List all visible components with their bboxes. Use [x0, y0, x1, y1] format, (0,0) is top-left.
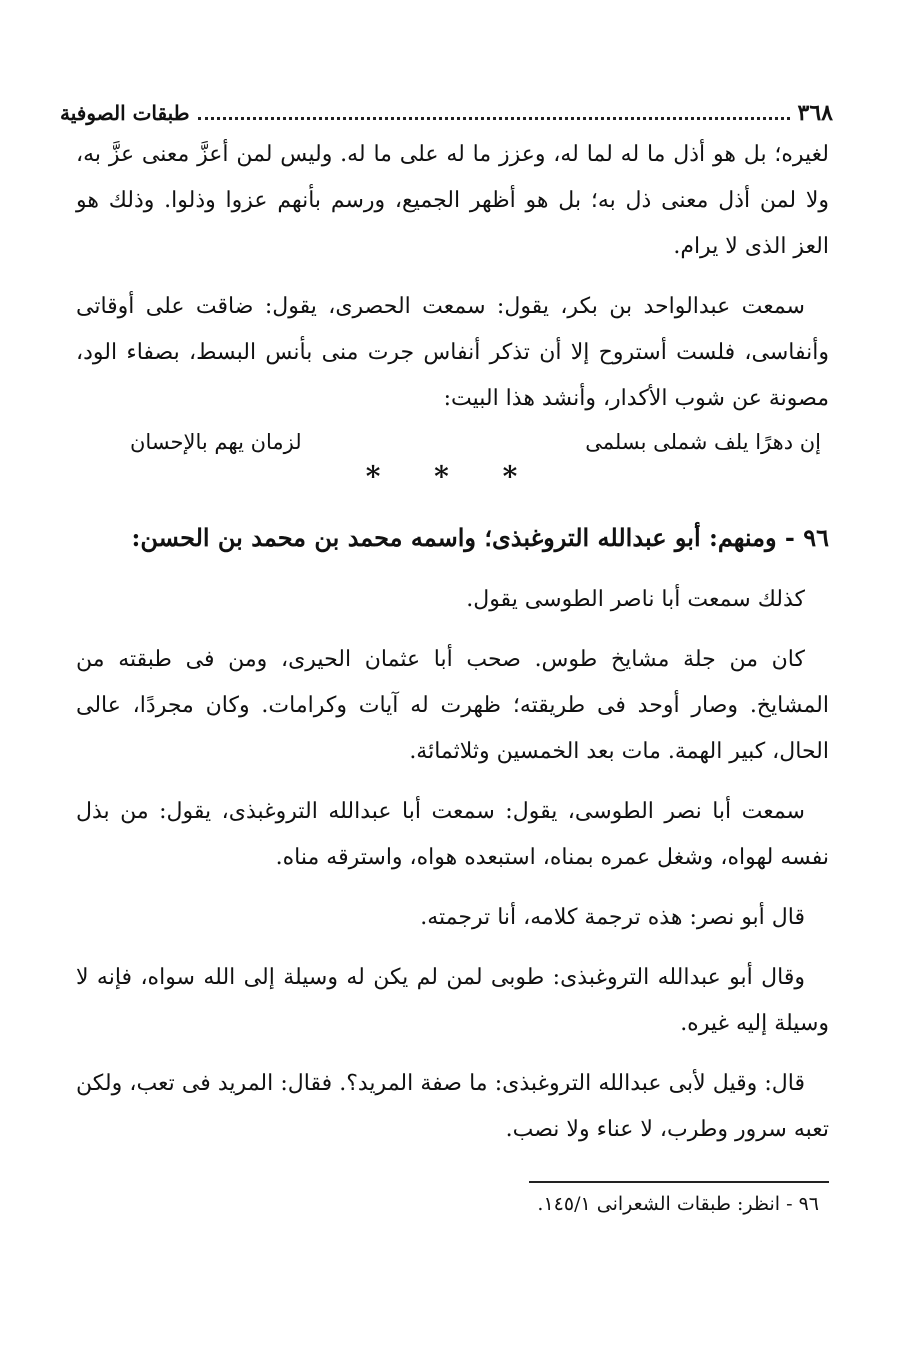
paragraph: سمعت أبا نصر الطوسى، يقول: سمعت أبا عبدالله التروغبذى، يقول: من بذل نفسه لهواه، وشغل عمره بمناه، استبعده هواه، واسترقه مناه. — [76, 799, 829, 870]
paragraph: قال: وقيل لأبى عبدالله التروغبذى: ما صفة المريد؟. فقال: المريد فى تعب، ولكن تعبه سرور وطرب، لا عناء ولا نصب. — [76, 1071, 829, 1142]
book-page — [60, 100, 845, 1304]
paragraph: لغيره؛ بل هو أذل ما له لما له، وعزز ما له على ما له. وليس لمن أعزَّ معنى عزَّ به، ولا لمن أذل معنى ذل به؛ بل هو أظهر الجميع، ورسم بأنهم عزوا وذلوا. وذلك هو العز الذى لا يرام. — [76, 142, 829, 259]
verse-first-hemistich: إن دهرًا يلف شملى بسلمى — [585, 430, 821, 454]
paragraph: كان من جلة مشايخ طوس. صحب أبا عثمان الحيرى، ومن فى طبقته من المشايخ. وصار أوحد فى طريقته؛ ظهرت له آيات وكرامات. وكان مجردًا، عالى الحال، كبير الهمة. مات بعد الخمسين وثلاثمائة. — [76, 647, 829, 764]
verse-second-hemistich: لزمان يهم بالإحسان — [130, 430, 302, 454]
body-text-top — [76, 132, 829, 422]
verse-line — [130, 430, 821, 454]
footnote-rule — [529, 1181, 829, 1183]
paragraph: قال أبو نصر: هذه ترجمة كلامه، أنا ترجمته. — [420, 905, 805, 930]
paragraph: كذلك سمعت أبا ناصر الطوسى يقول. — [466, 587, 805, 612]
footnote: ٩٦ - انظر: طبقات الشعرانى ١٤٥/١. — [537, 1193, 819, 1215]
header-dotted-leader — [198, 117, 790, 120]
page-number: ٣٦٨ — [797, 100, 833, 126]
body-text-entry — [76, 577, 829, 1153]
entry-heading: ٩٦ - ومنهم: أبو عبدالله التروغبذى؛ واسمه محمد بن محمد بن الحسن: — [131, 523, 829, 552]
paragraph: وقال أبو عبدالله التروغبذى: طوبى لمن لم يكن له وسيلة إلى الله سواه، فإنه لا وسيلة إليه غيره. — [76, 965, 829, 1036]
paragraph: سمعت عبدالواحد بن بكر، يقول: سمعت الحصرى، يقول: ضاقت على أوقاتى وأنفاسى، فلست أستروح إلا أن تذكر أنفاس جرت منى بأنس البسط، بصفاء الود، مصونة عن شوب الأكدار، وأنشد هذا البيت: — [76, 294, 829, 411]
running-header — [60, 100, 833, 126]
running-title: طبقات الصوفية — [60, 101, 190, 125]
section-separator: * * * — [365, 460, 540, 493]
